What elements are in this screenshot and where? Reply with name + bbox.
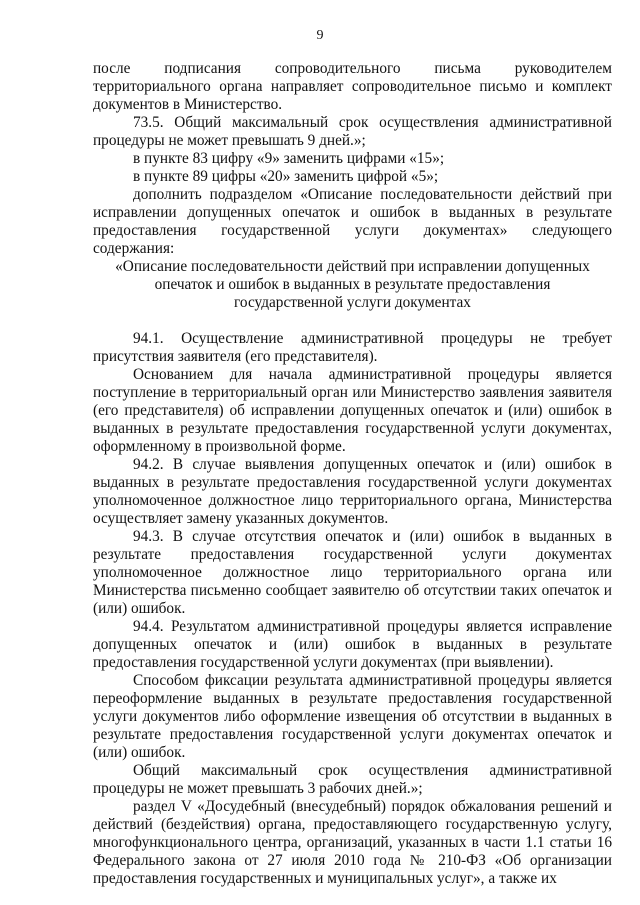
- paragraph-fixation: Способом фиксации результата административной процедуры является переоформление выданных в результате предоставления государственной услуги документов либо оформление извещения об отсутствии в выданных в результате предоставления государственной услуги документах опечаток и (или) ошибок.: [93, 672, 612, 761]
- page-number: 9: [316, 28, 324, 43]
- paragraph-basis: Основанием для начала административной процедуры является поступление в территориальный орган или Министерство заявления заявителя (его представителя) об исправлении допущенных опечаток и (или) ошибок в выданных в результате предоставления государственной услуги документах, оформленному в произвольной форме.: [93, 366, 612, 455]
- paragraph-94-4: 94.4. Результатом административной процедуры является исправление допущенных опечаток и (или) ошибок в выданных в результате предоставления государственной услуги документах (при выявлении).: [93, 618, 612, 671]
- spacer: [93, 312, 612, 330]
- paragraph-94-1: 94.1. Осуществление административной процедуры не требует присутствия заявителя (его представителя).: [93, 330, 612, 365]
- paragraph-94-2: 94.2. В случае выявления допущенных опечаток и (или) ошибок в выданных в результате предоставления государственной услуги документах уполномоченное должностное лицо территориального органа, Министерства осуществляет замену указанных документов.: [93, 456, 612, 527]
- paragraph-1: после подписания сопроводительного письма руководителем территориального органа направляет сопроводительное письмо и комплект документов в Министерство.: [93, 60, 612, 113]
- subsection-heading: «Описание последовательности действий при исправлении допущенных опечаток и ошибок в выданных в результате предоставления государственной услуги документах: [115, 258, 590, 311]
- document-body: [93, 60, 612, 888]
- paragraph-section-v: раздел V «Досудебный (внесудебный) порядок обжалования решений и действий (бездействия) органа, предоставляющего государственную услугу, многофункционального центра, организаций, указанных в части 1.1 статьи 16 Федерального закона от 27 июля 2010 года № 210-ФЗ «Об организации предоставления государственных и муниципальных услуг», а также их: [93, 798, 612, 887]
- amendment-point-83: в пункте 83 цифру «9» заменить цифрами «15»;: [133, 150, 445, 167]
- amendment-add-subsection: дополнить подразделом «Описание последовательности действий при исправлении допущенных опечаток и ошибок в выданных в результате предоставления государственной услуги документах» следующего содержания:: [93, 186, 612, 257]
- paragraph-94-3: 94.3. В случае отсутствия опечаток и (или) ошибок в выданных в результате предоставления государственной услуги документах уполномоченное должностное лицо территориального органа или Министерства письменно сообщает заявителю об отсутствии таких опечаток и (или) ошибок.: [93, 528, 612, 617]
- paragraph-max-term: Общий максимальный срок осуществления административной процедуры не может превышать 3 рабочих дней.»;: [93, 762, 612, 797]
- paragraph-73-5: 73.5. Общий максимальный срок осуществления административной процедуры не может превышать 9 дней.»;: [93, 114, 612, 149]
- amendment-point-89: в пункте 89 цифры «20» заменить цифрой «5»;: [133, 168, 439, 185]
